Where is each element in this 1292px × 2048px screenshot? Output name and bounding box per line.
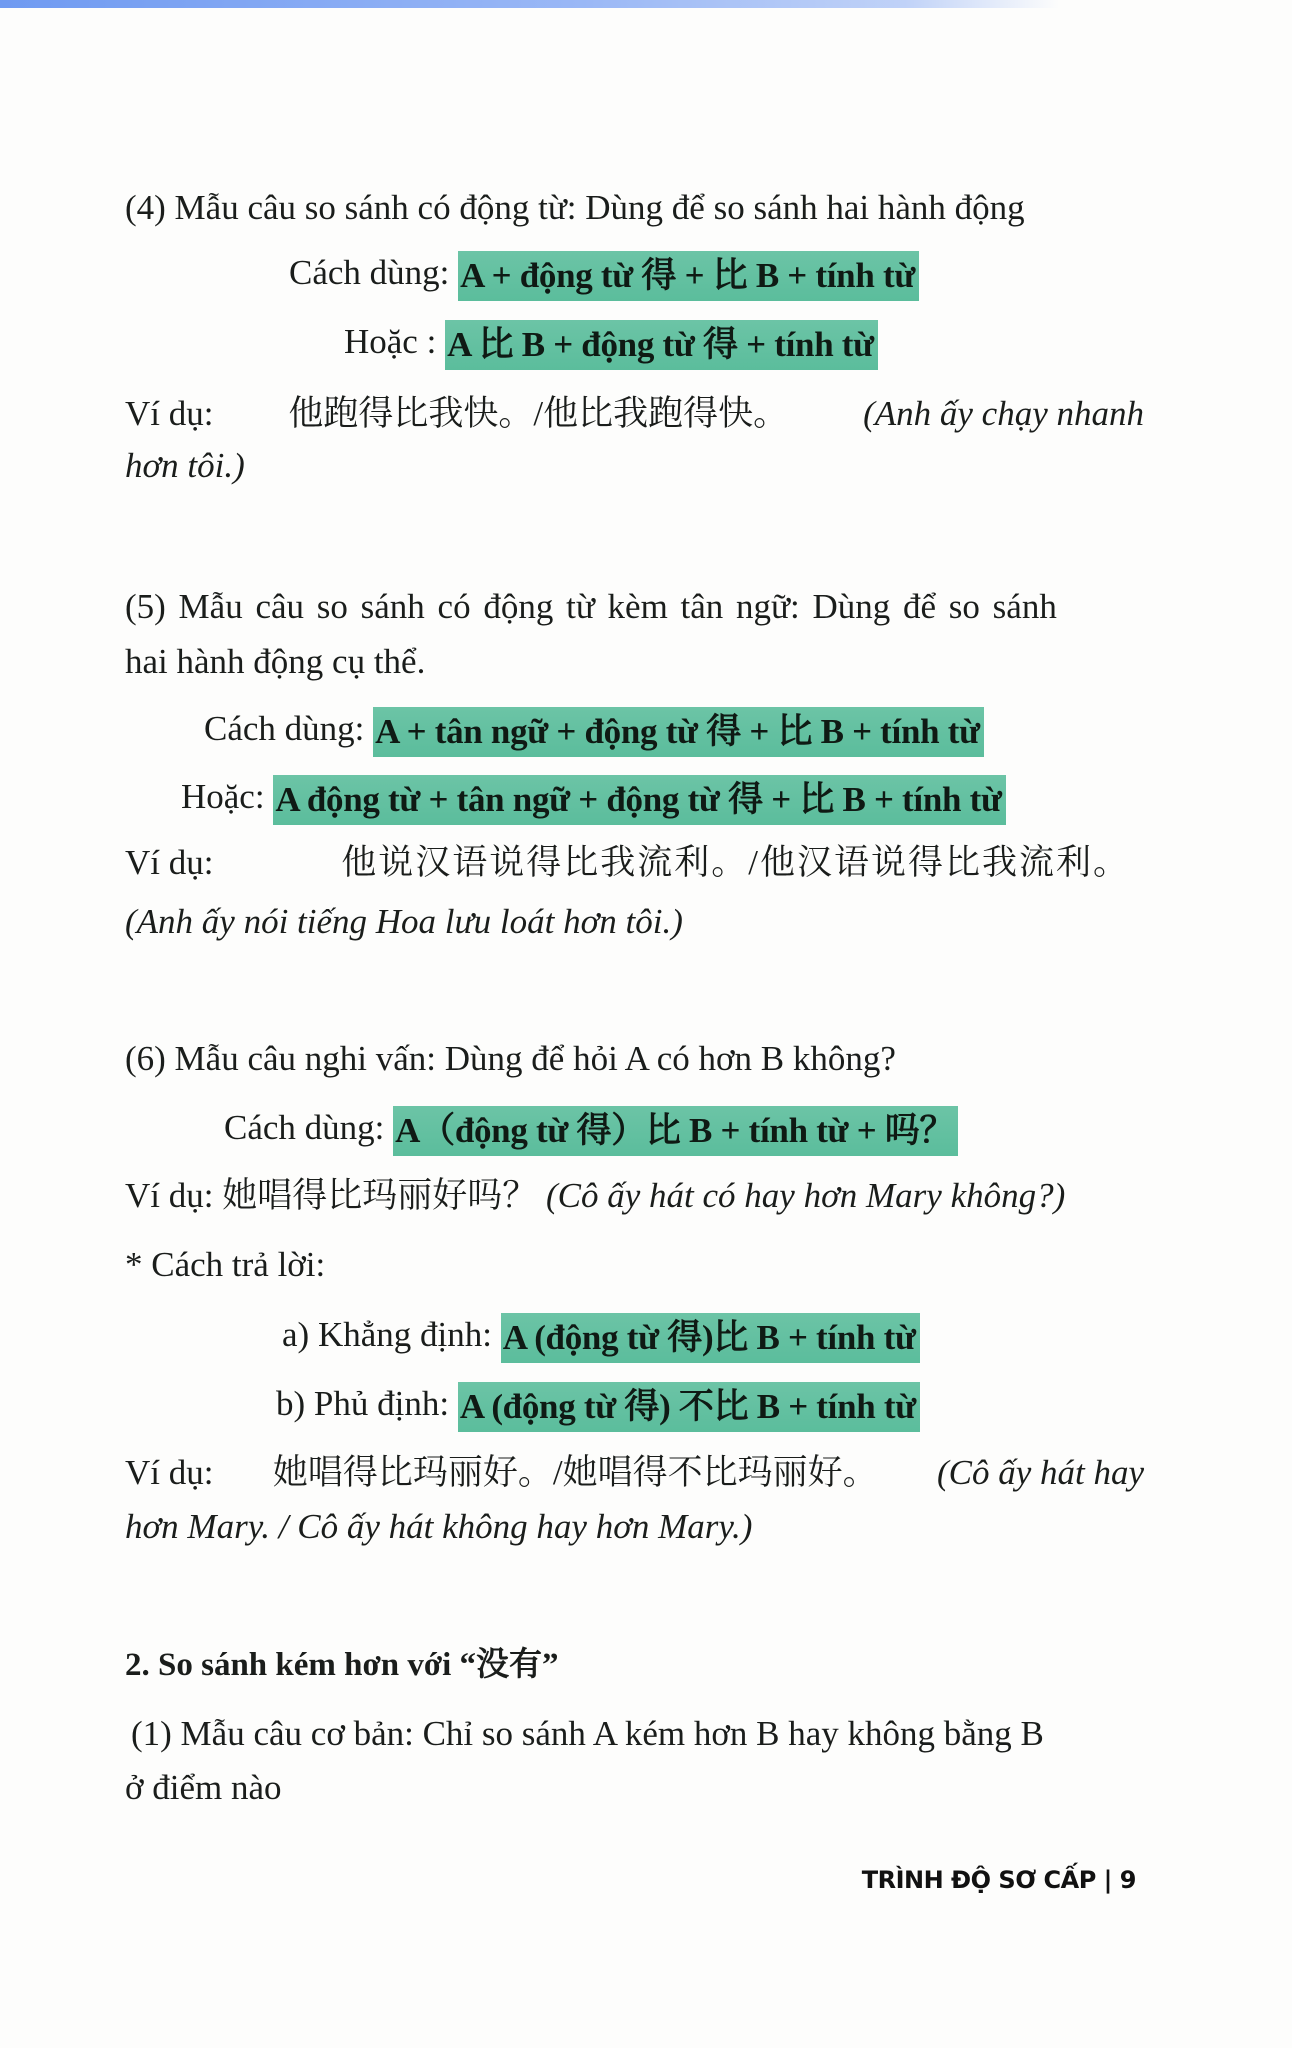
usage-formula-highlight: A + động từ 得 + 比 B + tính từ	[458, 251, 919, 301]
answer-heading-text: * Cách trả lời:	[125, 1245, 326, 1284]
section-5-alt-row	[181, 775, 1006, 825]
example-translation: (Cô ấy hát hay	[936, 1453, 1144, 1492]
example-label: Ví dụ:	[125, 394, 214, 433]
example-label: Ví dụ:	[125, 843, 214, 882]
part-2-item-1	[131, 1712, 1044, 1756]
negative-label: b) Phủ định:	[276, 1384, 450, 1424]
footer-separator: |	[1103, 1866, 1112, 1894]
usage-formula-highlight: A（động từ 得）比 B + tính từ + 吗？	[393, 1106, 958, 1156]
alt-label: Hoặc :	[344, 322, 437, 362]
section-5-heading-text: (5) Mẫu câu so sánh có động từ kèm tân ngữ: Dùng để so sánh	[125, 587, 1057, 626]
example-translation: (Anh ấy nói tiếng Hoa lưu loát hơn tôi.)	[125, 902, 683, 941]
footer-title: TRÌNH ĐỘ SƠ CẤP	[861, 1866, 1096, 1894]
section-5-heading-text-cont: hai hành động cụ thể.	[125, 642, 426, 681]
scan-edge-band	[0, 0, 1292, 8]
section-4-heading	[125, 186, 1025, 230]
section-4-example-cont	[125, 444, 245, 488]
section-6-usage-row	[224, 1106, 958, 1156]
usage-formula-highlight: A + tân ngữ + động từ 得 + 比 B + tính từ	[373, 707, 984, 757]
section-6-heading	[125, 1037, 896, 1081]
example-chinese: 他说汉语说得比我流利。/他汉语说得比我流利。	[341, 843, 1130, 882]
part-2-item-1-text-cont: ở điểm nào	[125, 1768, 282, 1807]
section-6-example	[125, 1174, 1065, 1218]
section-5-heading	[125, 585, 1144, 629]
example-translation: (Anh ấy chạy nhanh	[863, 394, 1144, 433]
affirmative-formula-highlight: A (động từ 得)比 B + tính từ	[501, 1313, 920, 1363]
part-2-heading	[125, 1643, 559, 1687]
example-translation-cont: hơn tôi.)	[125, 446, 245, 485]
example-label: Ví dụ:	[125, 1453, 214, 1492]
section-5-heading-cont	[125, 640, 425, 684]
usage-label: Cách dùng:	[289, 253, 450, 293]
part-2-item-1-cont	[125, 1766, 282, 1810]
answer-example-cont	[125, 1505, 752, 1549]
alt-label: Hoặc:	[181, 777, 265, 817]
example-chinese: 她唱得比玛丽好吗？	[222, 1176, 538, 1215]
affirmative-row	[282, 1313, 920, 1363]
example-chinese: 他跑得比我快。/他比我跑得快。	[288, 394, 789, 433]
part-2-item-1-text: (1) Mẫu câu cơ bản: Chỉ so sánh A kém hơn B hay không bằng B	[131, 1714, 1044, 1753]
example-label: Ví dụ:	[125, 1176, 214, 1215]
example-translation: (Cô ấy hát có hay hơn Mary không?)	[546, 1176, 1066, 1215]
negative-formula-highlight: A (động từ 得) 不比 B + tính từ	[458, 1382, 920, 1432]
example-chinese: 她唱得比玛丽好。/她唱得不比玛丽好。	[272, 1453, 878, 1492]
section-4-example	[125, 392, 1144, 436]
example-translation-cont: hơn Mary. / Cô ấy hát không hay hơn Mary.)	[125, 1507, 753, 1546]
affirmative-label: a) Khẳng định:	[282, 1315, 492, 1355]
page-number: 9	[1119, 1866, 1136, 1894]
section-5-usage-row	[204, 707, 984, 757]
page-footer	[862, 1866, 1136, 1894]
negative-row	[276, 1382, 920, 1432]
section-6-heading-text: (6) Mẫu câu nghi vấn: Dùng để hỏi A có hơn B không?	[125, 1039, 896, 1078]
alt-formula-highlight: A động từ + tân ngữ + động từ 得 + 比 B + tính từ	[273, 775, 1005, 825]
usage-label: Cách dùng:	[204, 709, 365, 749]
alt-formula-highlight: A 比 B + động từ 得 + tính từ	[445, 320, 878, 370]
section-4-heading-text: (4) Mẫu câu so sánh có động từ: Dùng để so sánh hai hành động	[125, 188, 1025, 227]
part-2-heading-text: 2. So sánh kém hơn với “没有”	[125, 1647, 559, 1683]
section-5-example-translation	[125, 900, 683, 944]
section-4-alt-row	[344, 320, 878, 370]
section-4-usage-row	[289, 251, 919, 301]
answer-heading	[125, 1243, 325, 1287]
usage-label: Cách dùng:	[224, 1108, 385, 1148]
section-5-example	[125, 841, 1130, 885]
answer-example	[125, 1451, 1144, 1495]
